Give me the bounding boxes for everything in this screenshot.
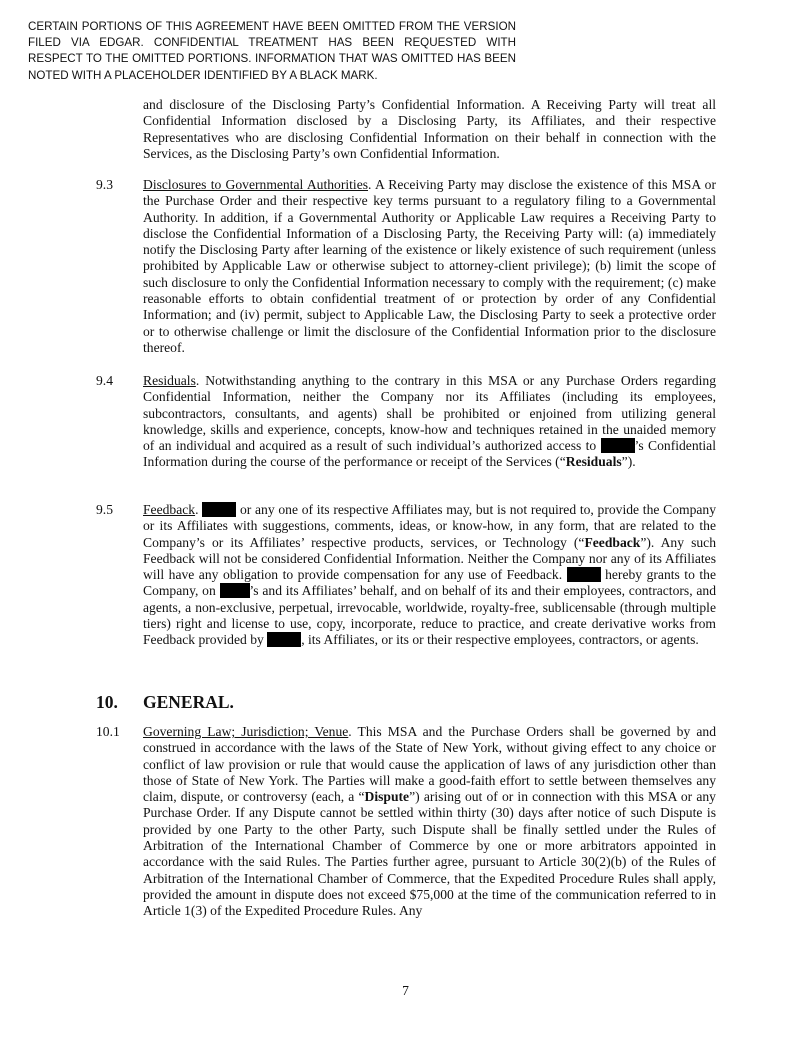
page-number: 7 — [402, 983, 409, 998]
section-number-10: 10. — [96, 692, 118, 712]
section-title-10-1: Governing Law; Jurisdiction; Venue — [143, 724, 349, 739]
section-number-9-3: 9.3 — [96, 177, 113, 192]
section-body-9-4-part: ’s Confidential Information during the course of the performance or receipt of the Services (“ — [143, 438, 716, 470]
section-body-9-5-part: , its Affiliates, or its or their respective employees, contractors, or agents. — [301, 632, 699, 648]
section-number-9-4: 9.4 — [96, 373, 113, 388]
section-body-9-5-part: ’s and its Affiliates’ behalf, and on behalf of its and their employees, contractors, and agents, a non-exclusive, perpetual, irrevocable, worldwide, royalty-free, sublicensable (through multiple tiers) right and license to use, copy, incorporate, reduce to practice, and create derivative works from Feedback provided by — [143, 583, 716, 648]
section-title-9-4: Residuals — [143, 373, 196, 388]
section-heading-general: GENERAL. — [143, 692, 234, 712]
section-number-9-5: 9.5 — [96, 502, 113, 517]
section-9-4 — [143, 373, 716, 471]
defined-term-feedback: Feedback — [584, 534, 641, 550]
section-body-9-5-part: or any one of its respective Affiliates may, but is not required to, provide the Company or its Affiliates with suggestions, comments, ideas, or know-how, in any form, that are related to the Company’s or its Affiliates’ respective products, services, or Technology (“ — [143, 502, 716, 550]
section-9-5 — [143, 502, 716, 649]
redaction-mark — [267, 632, 301, 647]
redaction-mark — [601, 438, 635, 453]
section-body-9-4-part: . Notwithstanding anything to the contrary in this MSA or any Purchase Orders regarding Confidential Information, neither the Company nor its Affiliates (including its employees, subcontractors, consultants, and agents) shall be prohibited or enjoined from utilizing general knowledge, skills and experience, concepts, know-how and techniques retained in the unaided memory of an individual and acquired as a result of such individual’s authorized access to — [143, 373, 716, 454]
section-title-9-5: Feedback — [143, 502, 196, 517]
redaction-mark — [567, 567, 601, 582]
section-body-9-5-part: hereby grants to the Company, on — [143, 567, 716, 599]
defined-term-dispute: Dispute — [364, 789, 410, 805]
redaction-mark — [202, 502, 236, 517]
section-body-10-1-part: . This MSA and the Purchase Orders shall be governed by and construed in accordance with the laws of the State of New York, without giving effect to any choice or conflict of law provision or rule that would cause the application of laws of any jurisdiction other than those of State of New York. The Parties will make a good-faith effort to settle between themselves any claim, dispute, or controversy (each, a “ — [143, 724, 716, 805]
section-number-10-1: 10.1 — [96, 724, 120, 739]
section-body-10-1-part: ”) arising out of or in connection with this MSA or any Purchase Order. If any Dispute cannot be settled within thirty (30) days after notice of such Dispute is provided by one Party to the other Party, such Dispute shall be finally settled under the Rules of Arbitration of the International Chamber of Commerce by one or more arbitrators appointed in accordance with the said Rules. The Parties further agree, pursuant to Article 30(2)(b) of the Rules of Arbitration of the International Chamber of Commerce, that the Expedited Procedure Rules shall apply, provided the amount in dispute does not exceed $75,000 at the time of the communication referred to in Article 1(3) of the Expedited Procedure Rules. Any — [143, 789, 716, 919]
section-body-9-3: . A Receiving Party may disclose the existence of this MSA or the Purchase Order and their respective key terms pursuant to a regulatory filing to a Governmental Authority. In addition, if a Governmental Authority or Applicable Law requires a Receiving Party to disclose the Confidential Information of a Disclosing Party, the Receiving Party will: (a) immediately notify the Disclosing Party after learning of the existence or likely existence of such requirement (unless prohibited by Applicable Law or otherwise subject to attorney-client privilege); (b) limit the scope of such disclosure to only the Confidential Information necessary to comply with the requirement; (c) make reasonable efforts to obtain confidential treatment of or protection by order of any Confidential Information; and (iv) permit, subject to Applicable Law, the Disclosing Party to seek a protective order or to otherwise challenge or limit the disclosure of the Confidential Information prior to the disclosure thereof. — [143, 177, 716, 355]
confidentiality-notice: CERTAIN PORTIONS OF THIS AGREEMENT HAVE BEEN OMITTED FROM THE VERSION FILED VIA EDGAR. CONFIDENTIAL TREATMENT HAS BEEN REQUESTED WITH RESPECT TO THE OMITTED PORTIONS. INFORMATION THAT WAS OMITTED HAS BEEN NOTED WITH A PLACEHOLDER IDENTIFIED BY A BLACK MARK. — [28, 20, 516, 82]
section-title-9-3: Disclosures to Governmental Authorities — [143, 177, 369, 192]
section-body-9-5-part: ”). Any such Feedback will not be considered Confidential Information. Neither the Company nor any of its Affiliates will have any obligation to provide compensation for any use of Feedback. — [143, 534, 716, 583]
continuation-paragraph: and disclosure of the Disclosing Party’s Confidential Information. A Receiving Party will treat all Confidential Information disclosed by a Disclosing Party, its Affiliates, and their respective Representatives who are disclosing Confidential Information on their behalf in connection with the Services, as the Disclosing Party’s own Confidential Information. — [143, 97, 716, 161]
redaction-mark — [220, 583, 250, 598]
section-body-9-5-part: . — [195, 502, 203, 517]
section-9-3 — [143, 177, 716, 356]
section-body-9-4-part: ”). — [621, 454, 636, 470]
defined-term-residuals: Residuals — [565, 454, 622, 470]
section-10-1 — [143, 724, 716, 920]
